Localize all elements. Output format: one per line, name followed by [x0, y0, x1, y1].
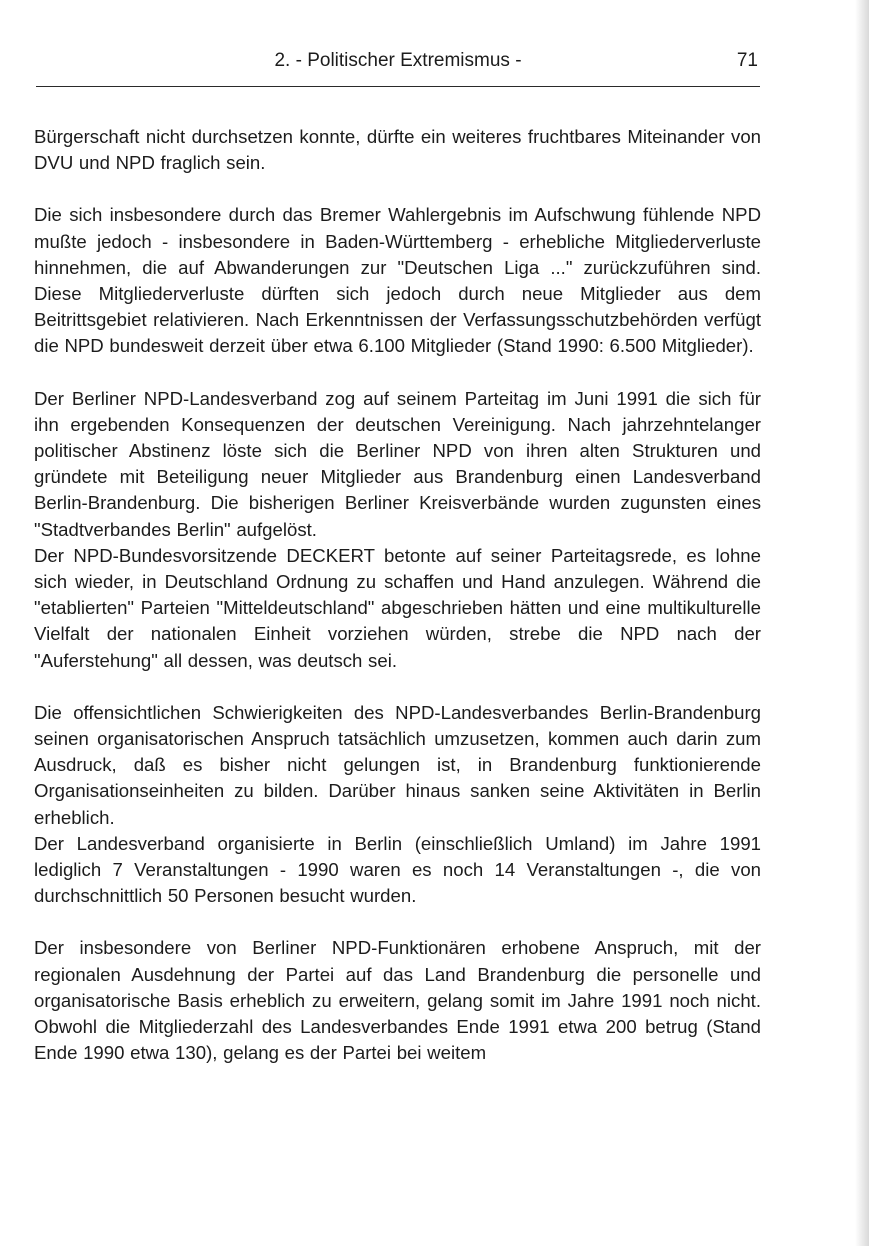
- body-text: [34, 124, 761, 1067]
- paragraph-3: Der Berliner NPD-Landesverband zog auf seinem Parteitag im Juni 1991 die sich für ihn ergebenden Konsequenzen der deutschen Vereinigung. Nach jahrzehntelanger politischer Abstinenz löste sich die Berliner NPD von ihren alten Strukturen und gründete mit Beteiligung neuer Mitglieder aus Brandenburg einen Landesverband Berlin-Brandenburg. Die bisherigen Berliner Kreisverbände wurden zugunsten eines "Stadtverbandes Berlin" aufgelöst.: [34, 387, 761, 540]
- header-rule: [36, 86, 760, 87]
- page-header: [36, 46, 760, 74]
- page-number: 71: [736, 50, 758, 71]
- paragraph-5: Die offensichtlichen Schwierigkeiten des NPD-Landesverbandes Berlin-Brandenburg seinen organisatorischen Anspruch tatsächlich umzusetzen, kommen auch darin zum Ausdruck, daß es bisher nicht gelungen ist, in Brandenburg funktionierende Organisationseinheiten zu bilden. Darüber hinaus sanken seine Aktivitäten in Berlin erheblich.: [34, 701, 761, 828]
- paragraph-7: Der insbesondere von Berliner NPD-Funktionären erhobene Anspruch, mit der regionalen Ausdehnung der Partei auf das Land Brandenburg die personelle und organisatorische Basis erheblich zu erweitern, gelang somit im Jahre 1991 noch nicht. Obwohl die Mitgliederzahl des Landesverbandes Ende 1991 etwa 200 betrug (Stand Ende 1990 etwa 130), gelang es der Partei bei weitem: [34, 937, 761, 1064]
- paragraph-4: Der NPD-Bundesvorsitzende DECKERT betonte auf seiner Parteitagsrede, es lohne sich wieder, in Deutschland Ordnung zu schaffen und Hand anzulegen. Während die "etablierten" Parteien "Mitteldeutschland" abgeschrieben hätten und eine multikulturelle Vielfalt der nationalen Einheit vorziehen würden, strebe die NPD nach der "Auferstehung" all dessen, was deutsch sei.: [34, 544, 761, 671]
- page-edge-shadow: [855, 0, 869, 1246]
- paragraph-1: Bürgerschaft nicht durchsetzen konnte, dürfte ein weiteres fruchtbares Miteinander von DVU und NPD fraglich sein.: [34, 126, 761, 174]
- running-head-title: 2. - Politischer Extremismus -: [274, 50, 522, 71]
- paragraph-6: Der Landesverband organisierte in Berlin (einschließlich Umland) im Jahre 1991 lediglich 7 Veranstaltungen - 1990 waren es noch 14 Veranstaltungen -, die von durchschnittlich 50 Personen besucht wurden.: [34, 832, 761, 907]
- paragraph-2: Die sich insbesondere durch das Bremer Wahlergebnis im Aufschwung fühlende NPD mußte jedoch - insbesondere in Baden-Württemberg - erhebliche Mitgliederverluste hinnehmen, die auf Abwanderungen zur "Deutschen Liga ..." zurückzuführen sind. Diese Mitgliederverluste dürften sich jedoch durch neue Mitglieder aus dem Beitrittsgebiet relativieren. Nach Erkenntnissen der Verfassungsschutzbehörden verfügt die NPD bundesweit derzeit über etwa 6.100 Mitglieder (Stand 1990: 6.500 Mitglieder).: [34, 204, 761, 357]
